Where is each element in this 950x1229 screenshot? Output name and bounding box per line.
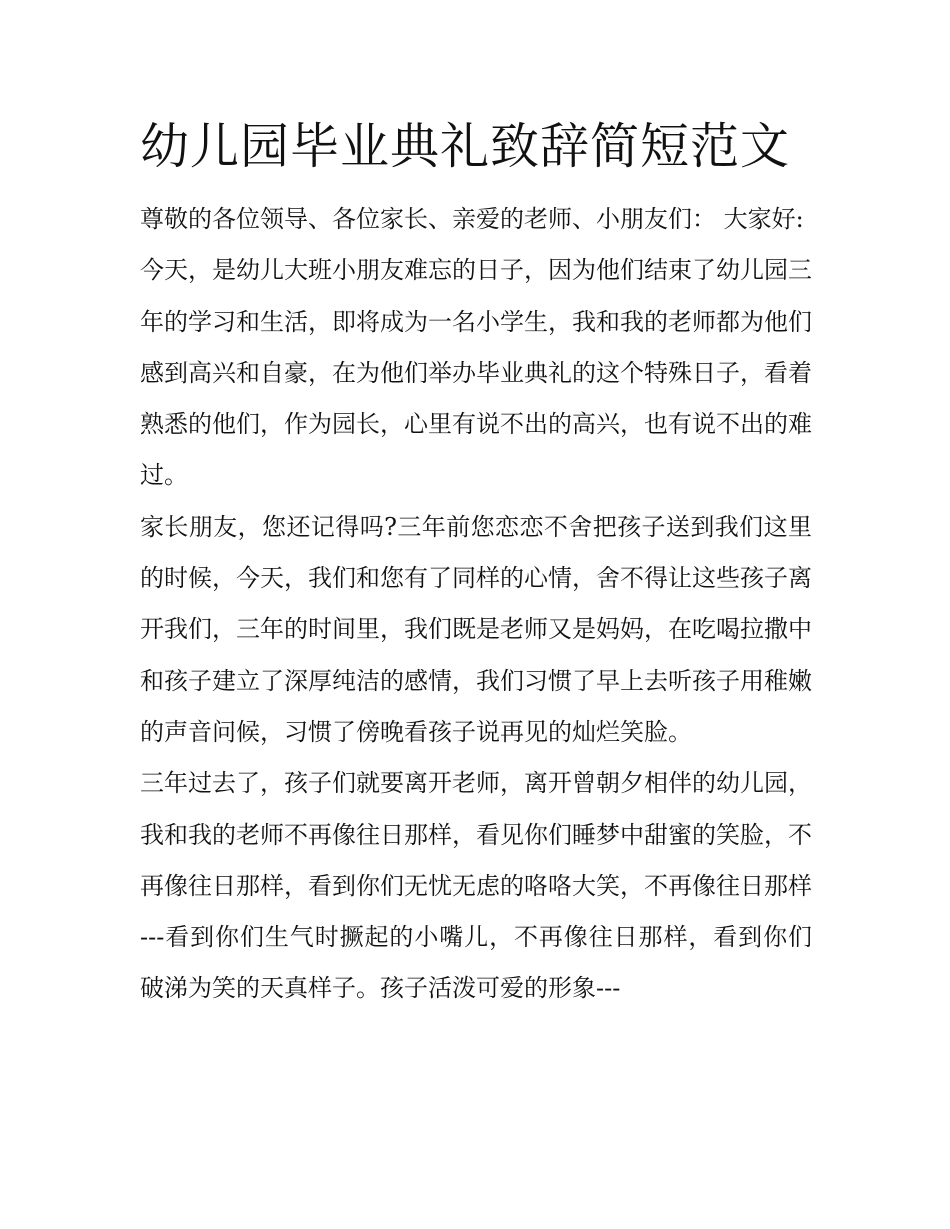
- paragraph-parents: 家长朋友，您还记得吗?三年前您恋恋不舍把孩子送到我们这里的时候，今天，我们和您有了同样的心情，舍不得让这些孩子离开我们，三年的时间里，我们既是老师又是妈妈，在吃喝拉撒中和孩子建立了深厚纯洁的感情，我们习惯了早上去听孩子用稚嫩的声音问候，习惯了傍晚看孩子说再见的灿烂笑脸。: [140, 512, 812, 746]
- paragraph-three-years: 三年过去了，孩子们就要离开老师，离开曾朝夕相伴的幼儿园，我和我的老师不再像往日那样，看见你们睡梦中甜蜜的笑脸，不再像往日那样，看到你们无忧无虑的咯咯大笑，不再像往日那样: [140, 769, 812, 900]
- document-title: 幼儿园毕业典礼致辞简短范文: [140, 118, 791, 175]
- paragraph-continuation: ---看到你们生气时撅起的小嘴儿，不再像往日那样，看到你们破涕为笑的天真样子。孩子活泼可爱的形象---: [140, 923, 812, 1003]
- document-body: [140, 194, 812, 1015]
- paragraph-greeting: 尊敬的各位领导、各位家长、亲爱的老师、小朋友们： 大家好:: [140, 205, 804, 233]
- paragraph-today: 今天，是幼儿大班小朋友难忘的日子，因为他们结束了幼儿园三年的学习和生活，即将成为一名小学生，我和我的老师都为他们感到高兴和自豪，在为他们举办毕业典礼的这个特殊日子，看着熟悉的他们，作为园长，心里有说不出的高兴，也有说不出的难过。: [140, 256, 812, 490]
